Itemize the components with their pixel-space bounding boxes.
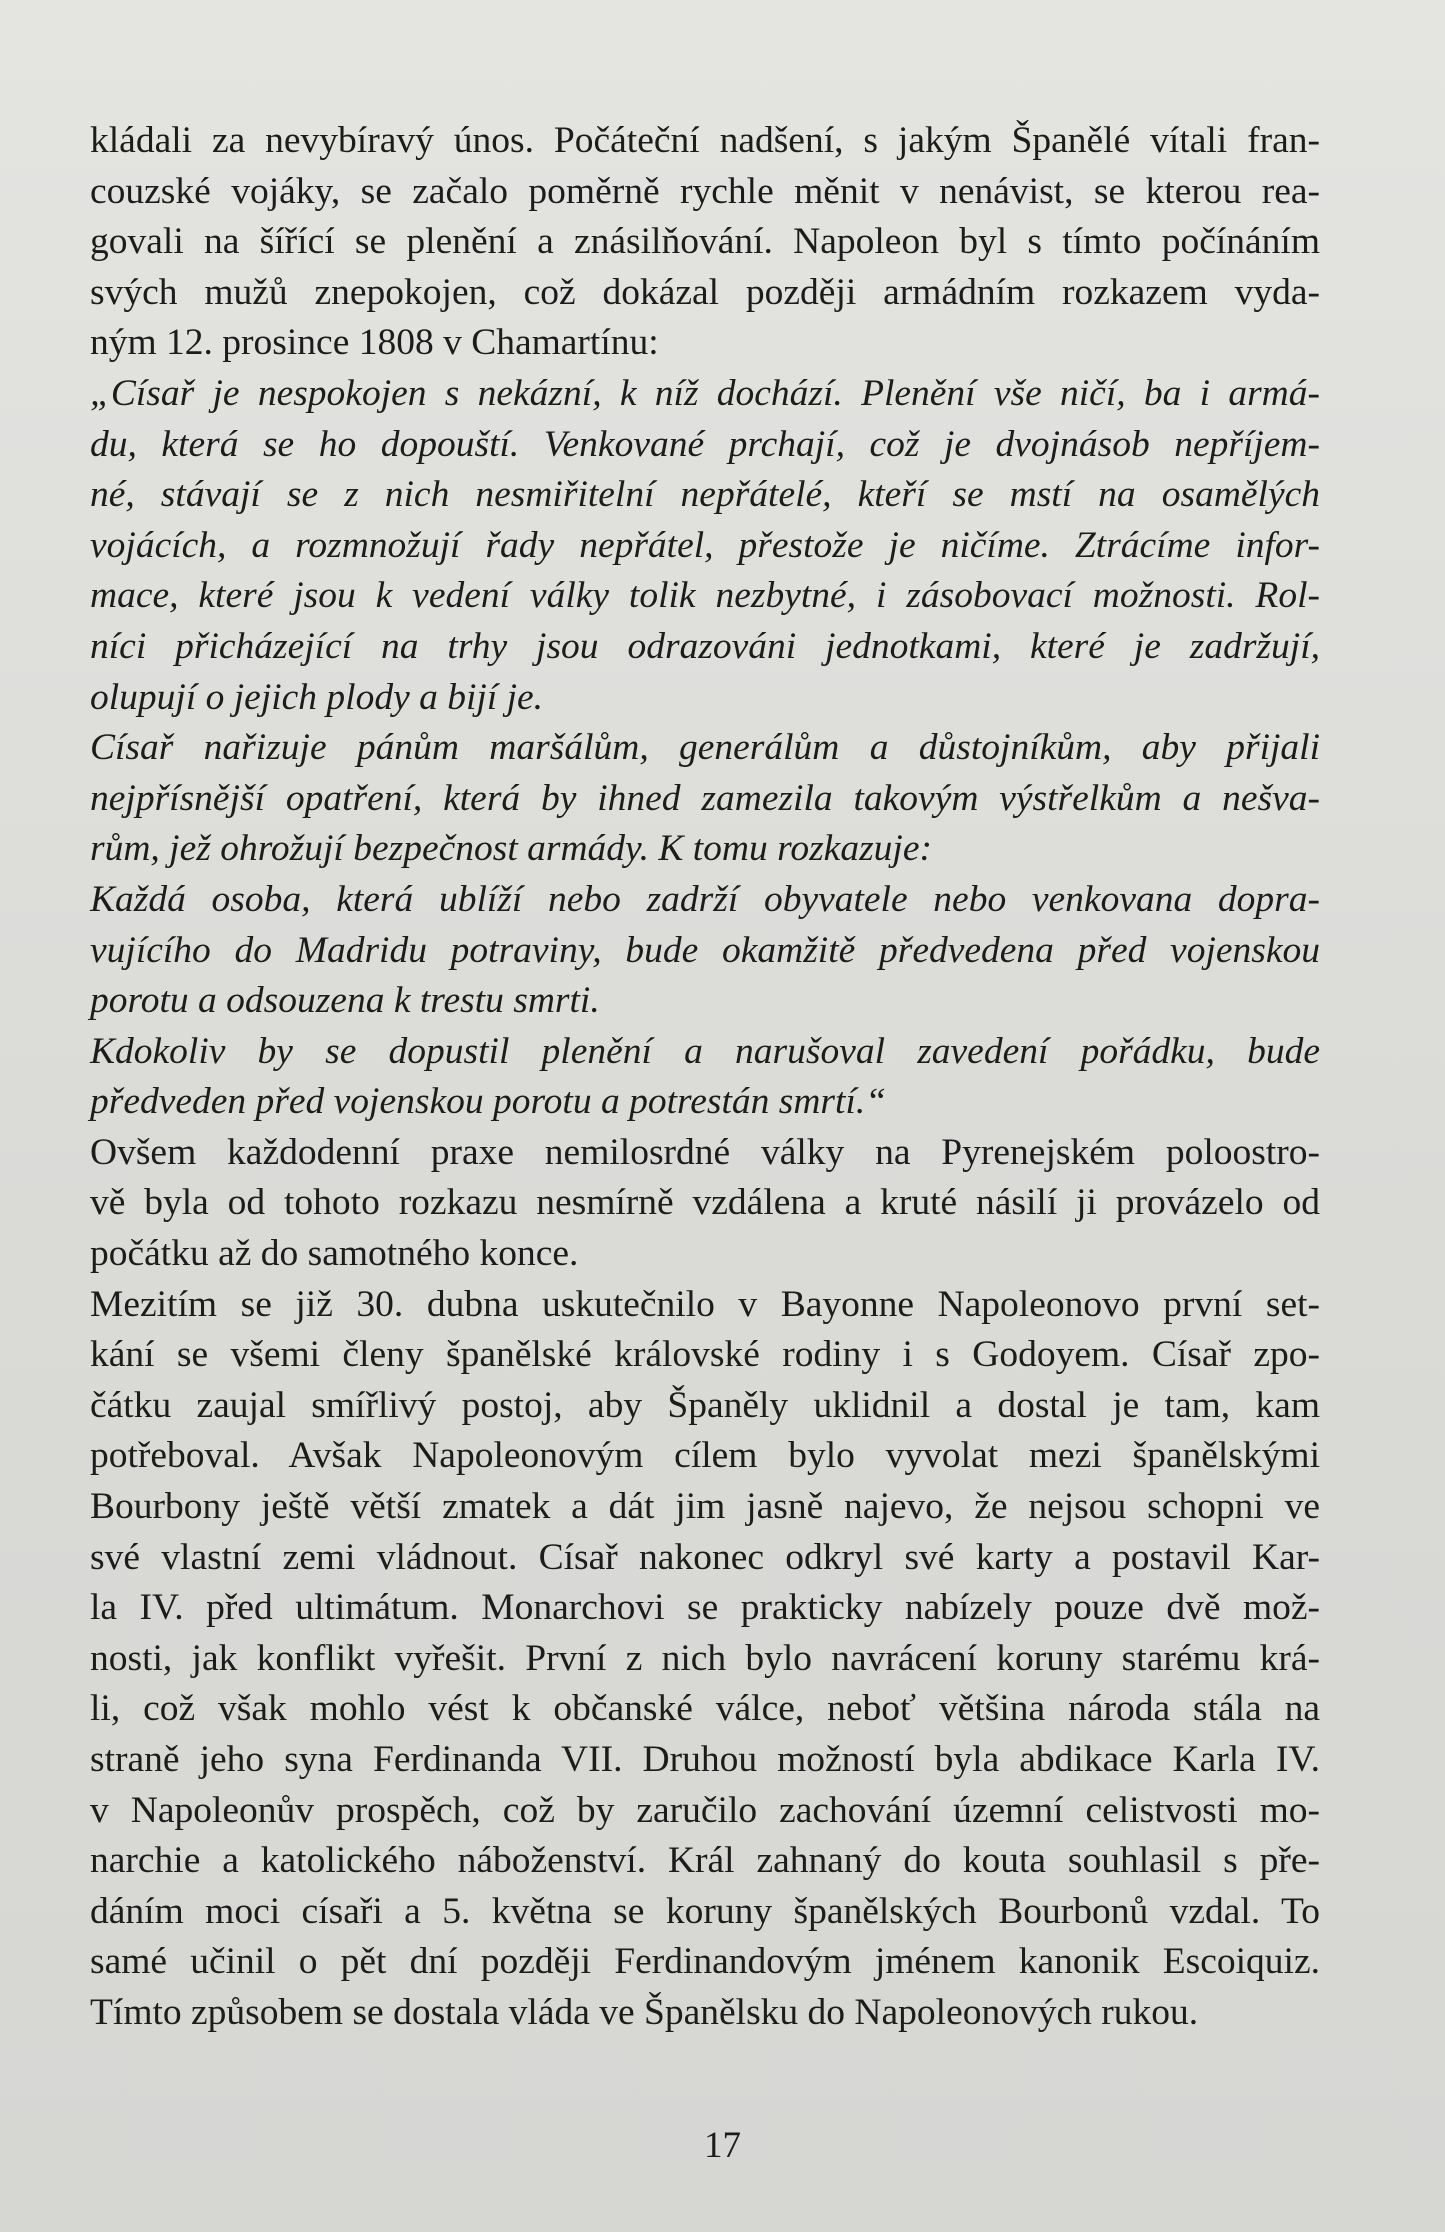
text-line: své vlastní zemi vládnout. Císař nakonec odkryl své karty a postavil Kar-	[90, 1536, 1320, 1578]
quote-line: předveden před vojenskou porotu a potrestán smrtí.“	[90, 1081, 887, 1123]
quote-line: „Císař je nespokojen s nekázní, k níž dochází. Plenění vše ničí, ba i armá-	[90, 372, 1320, 414]
text-line: Mezitím se již 30. dubna uskutečnilo v Bayonne Napoleonovo první set-	[90, 1283, 1320, 1325]
text-line: kání se všemi členy španělské královské rodiny i s Godoyem. Císař zpo-	[90, 1334, 1320, 1376]
text-line: Tímto způsobem se dostala vláda ve Španělsku do Napoleonových rukou.	[90, 1991, 1199, 2033]
quote-line: Kdokoliv by se dopustil plenění a narušoval zavedení pořádku, bude	[90, 1030, 1320, 1072]
text-line: kládali za nevybíravý únos. Počáteční nadšení, s jakým Španělé vítali fran-	[90, 120, 1320, 161]
quote-line: Každá osoba, která ublíží nebo zadrží obyvatele nebo venkovana dopra-	[90, 878, 1320, 920]
quote-line: Císař nařizuje pánům maršálům, generálům a důstojníkům, aby přijali	[90, 727, 1320, 769]
quote-line: rům, jež ohrožují bezpečnost armády. K tomu rozkazuje:	[90, 828, 932, 870]
quote-line: porotu a odsouzena k trestu smrti.	[90, 980, 600, 1022]
text-line: svých mužů znepokojen, což dokázal později armádním rozkazem vyda-	[90, 271, 1320, 313]
text-line: straně jeho syna Ferdinanda VII. Druhou možností byla abdikace Karla IV.	[90, 1739, 1320, 1780]
page-number: 17	[704, 2125, 741, 2166]
quote-line: né, stávají se z nich nesmiřitelní nepřátelé, kteří se mstí na osamělých	[90, 474, 1320, 516]
quote-line: vujícího do Madridu potraviny, bude okamžitě předvedena před vojenskou	[90, 929, 1320, 971]
text-line: vě byla od tohoto rozkazu nesmírně vzdálena a kruté násilí ji provázelo od	[90, 1182, 1320, 1224]
text-line: li, což však mohlo vést k občanské válce, neboť většina národa stála na	[90, 1688, 1320, 1730]
text-line: čátku zaujal smířlivý postoj, aby Španěly uklidnil a dostal je tam, kam	[90, 1384, 1320, 1426]
text-line: dáním moci císaři a 5. května se koruny španělských Bourbonů vzdal. To	[90, 1890, 1320, 1932]
text-line: la IV. před ultimátum. Monarchovi se prakticky nabízely pouze dvě mož-	[90, 1587, 1320, 1629]
quote-line: nejpřísnější opatření, která by ihned zamezila takovým výstřelkům a nešva-	[90, 777, 1320, 819]
text-line: govali na šířící se plenění a znásilňování. Napoleon byl s tímto počínáním	[90, 221, 1320, 263]
text-line: narchie a katolického náboženství. Král zahnaný do kouta souhlasil s pře-	[90, 1840, 1320, 1882]
quote-line: mace, které jsou k vedení války tolik nezbytné, i zásobovací možnosti. Rol-	[90, 575, 1320, 617]
quote-line: du, která se ho dopouští. Venkované prchají, což je dvojnásob nepříjem-	[90, 423, 1320, 465]
quote-line: níci přicházející na trhy jsou odrazováni jednotkami, které je zadržují,	[90, 625, 1320, 667]
text-line: samé učinil o pět dní později Ferdinandovým jménem kanonik Escoiquiz.	[90, 1941, 1320, 1983]
text-line: ným 12. prosince 1808 v Chamartínu:	[90, 322, 659, 364]
quote-line: olupují o jejich plody a bijí je.	[90, 676, 544, 718]
text-line: nosti, jak konflikt vyřešit. První z nich bylo navrácení koruny starému krá-	[90, 1637, 1320, 1679]
text-line: Bourbony ještě větší zmatek a dát jim jasně najevo, že nejsou schopni ve	[90, 1486, 1320, 1528]
text-line: potřeboval. Avšak Napoleonovým cílem bylo vyvolat mezi španělskými	[90, 1435, 1320, 1477]
text-line: počátku až do samotného konce.	[90, 1233, 579, 1275]
body-text	[90, 116, 1320, 2039]
text-line: couzské vojáky, se začalo poměrně rychle měnit v nenávist, se kterou rea-	[90, 170, 1320, 212]
text-line: Ovšem každodenní praxe nemilosrdné války na Pyrenejském poloostro-	[90, 1131, 1320, 1173]
text-line: v Napoleonův prospěch, což by zaručilo zachování územní celistvosti mo-	[90, 1789, 1320, 1831]
quote-line: vojácích, a rozmnožují řady nepřátel, přestože je ničíme. Ztrácíme infor-	[90, 524, 1320, 566]
